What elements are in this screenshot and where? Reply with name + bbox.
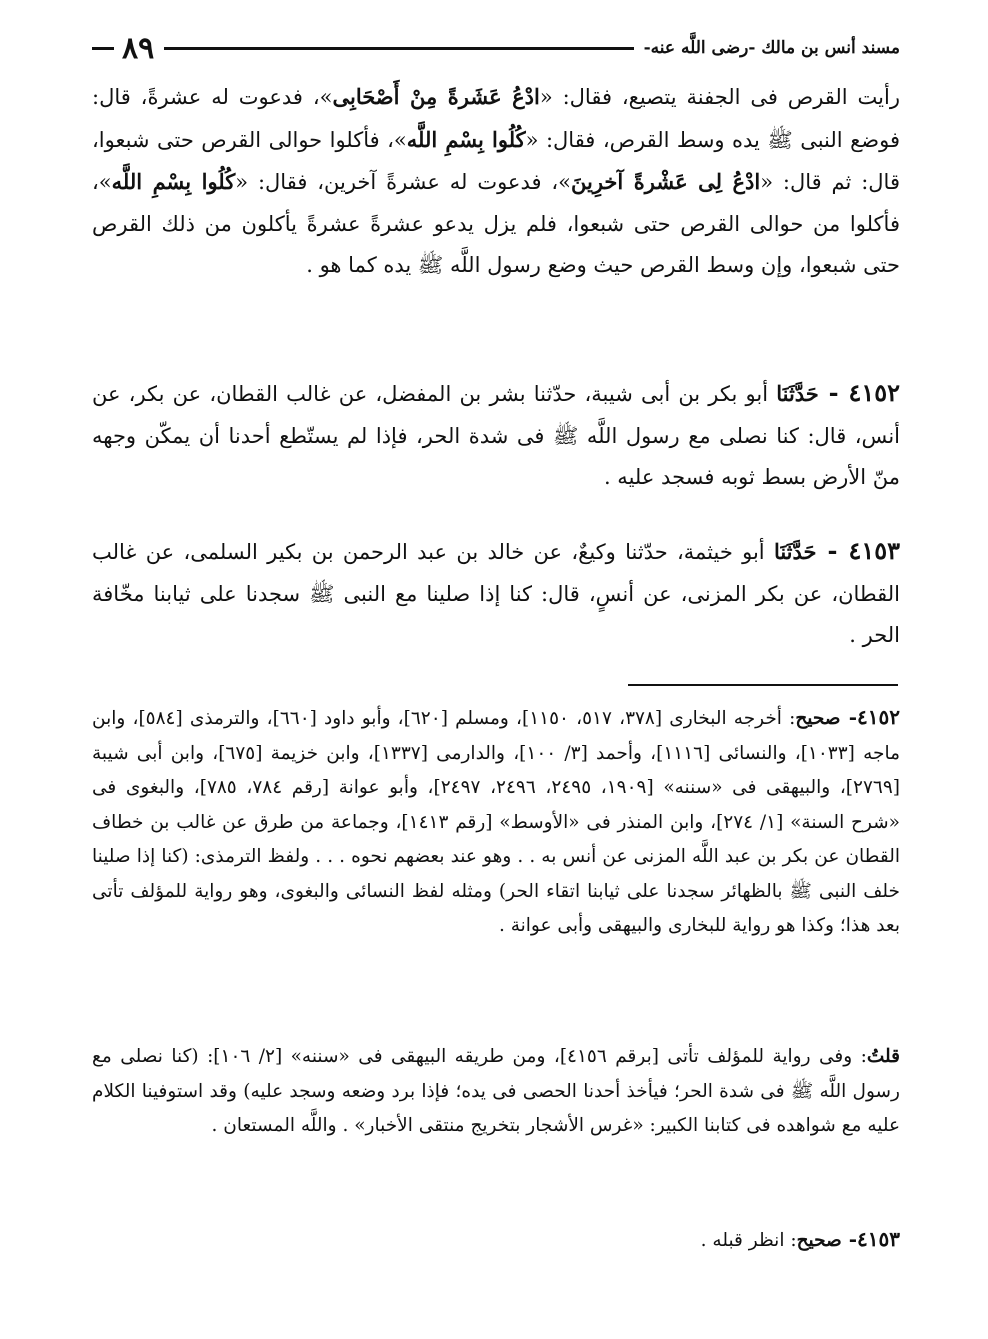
- note-number: ٤١٥٣: [857, 1227, 900, 1251]
- haddathana-word: حَدَّثَنَا: [776, 381, 819, 406]
- footnote-qultu: [92, 1040, 900, 1144]
- prophet-quote: كُلُوا بِسْمِ اللَّه: [406, 126, 526, 152]
- note-text: : انظر قبله .: [700, 1230, 797, 1251]
- qultu-label: قلتُ: [866, 1046, 900, 1067]
- header-dash: [92, 47, 114, 50]
- note-text: : أخرجه البخارى [٣٧٨، ٥١٧، ١١٥٠]، ومسلم [٦٢٠]، وأبو داود [٦٦٠]، والترمذى [٥٨٤]، وابن ماجه [١٠٣٣]، والنسائى [١١١٦]، وأحمد [٣/ ١٠٠]، والدارمى [١٣٣٧]، وابن خزيمة [٦٧٥]، وابن أبى شيبة [٢٧٦٩]، والبيهقى فى «سننه» [١٩٠٩، ٢٤٩٥، ٢٤٩٦، ٢٤٩٧]، وأبو عوانة [رقم ٧٨٤، ٧٨٥]، والبغوى فى «شرح السنة» [١/ ٢٧٤]، وابن المنذر فى «الأوسط» [رقم ١٤١٣]، وجماعة من طرق عن غالب بن خطاف القطان عن بكر بن عبد اللَّه المزنى عن أنس به . . وهو عند بعضهم نحوه . . . ولفظ الترمذى: (كنا إذا صلينا خلف النبى ﷺ بالظهائر سجدنا على ثيابنا اتقاء الحر) ومثله لفظ النسائى والبغوى، وهو رواية للمؤلف تأتى بعد هذا؛ وكذا هو رواية للبخارى والبيهقى وأبى عوانة .: [92, 708, 900, 936]
- note-text: : وفى رواية للمؤلف تأتى [برقم ٤١٥٦]، ومن طريقه البيهقى فى «سننه» [٢/ ١٠٦]: (كنا نصلى مع رسول اللَّه ﷺ فى شدة الحر؛ فيأخذ أحدنا الحصى فى يده؛ فإذا برد وضعه وسجد عليه) وقد استوفينا الكلام عليه مع شواهده فى كتابنا الكبير: «غرس الأشجار بتخريج منتقى الأخبار» . واللَّه المستعان .: [92, 1046, 900, 1136]
- text-segment: »، فدعوت له عشرةً، قال: فوضع النبى ﷺ يده وسط القرص، فقال: «: [92, 85, 900, 152]
- hadith-4152-paragraph: [92, 372, 900, 499]
- hadith-text: أبو خيثمة، حدّثنا وكيعٌ، عن خالد بن عبد الرحمن بن بكير السلمى، عن غالب القطان، عن بكر المزنى، عن أنسٍ، قال: كنا إذا صلينا مع النبى ﷺ سجدنا على ثيابنا مخّافة الحر .: [92, 540, 900, 647]
- hadith-number: ٤١٥٣: [848, 536, 901, 565]
- note-number: ٤١٥٢: [857, 705, 901, 729]
- hadith-continuation-paragraph: [92, 76, 900, 287]
- grade-label: صحيح: [796, 1230, 842, 1251]
- running-header: [92, 24, 900, 72]
- grade-label: صحيح: [795, 708, 841, 729]
- hadith-4153-paragraph: [92, 530, 900, 657]
- header-title: مسند أنس بن مالك -رضى اللَّه عنه-: [643, 38, 900, 58]
- text-segment: »، فدعوت له عشرةً آخرين، فقال: «: [235, 170, 572, 194]
- text-segment: رأيت القرص فى الجفنة يتصيع، فقال: «: [539, 85, 900, 109]
- prophet-quote: كُلُوا بِسْمِ اللَّه: [111, 169, 236, 194]
- footnote-separator: [628, 684, 898, 686]
- hadith-number: ٤١٥٢: [848, 378, 901, 407]
- footnote-4153: [92, 1222, 900, 1259]
- text-segment: »، فأكلوا من حوالى القرص حتى شبعوا، فلم يزل يدعو عشرةً عشرةً يأكلون من ذلك القرص حتى شبعوا، وإن وسط القرص حيث وضع رسول اللَّه ﷺ يده كما هو .: [92, 170, 900, 277]
- haddathana-word: حَدَّثَنَا: [773, 539, 817, 564]
- page-number: ٨٩: [122, 30, 155, 66]
- text-segment: »، فأكلوا حوالى القرص حتى شبعوا، قال: ثم قال: «: [92, 127, 900, 194]
- hadith-dash: -: [816, 536, 849, 565]
- hadith-text: أبو بكر بن أبى شيبة، حدّثنا بشر بن المفضل، عن غالب القطان، عن بكر، عن أنس، قال: كنا نصلى مع رسول اللَّه ﷺ فى شدة الحر، فإذا لم يستّطع أحدنا أن يمكّن وجهه منّ الأرض بسط ثوبه فسجد عليه .: [92, 382, 900, 489]
- note-dash: -: [840, 705, 858, 729]
- footnote-4152: [92, 700, 900, 944]
- note-dash: -: [841, 1227, 858, 1251]
- header-rule: [164, 47, 633, 50]
- prophet-quote: ادْعُ لِى عَشْرةً آخرِينَ: [571, 169, 761, 194]
- prophet-quote: ادْعُ عَشَرةً مِنْ أَصْحَابِى: [332, 84, 540, 109]
- hadith-dash: -: [818, 378, 849, 407]
